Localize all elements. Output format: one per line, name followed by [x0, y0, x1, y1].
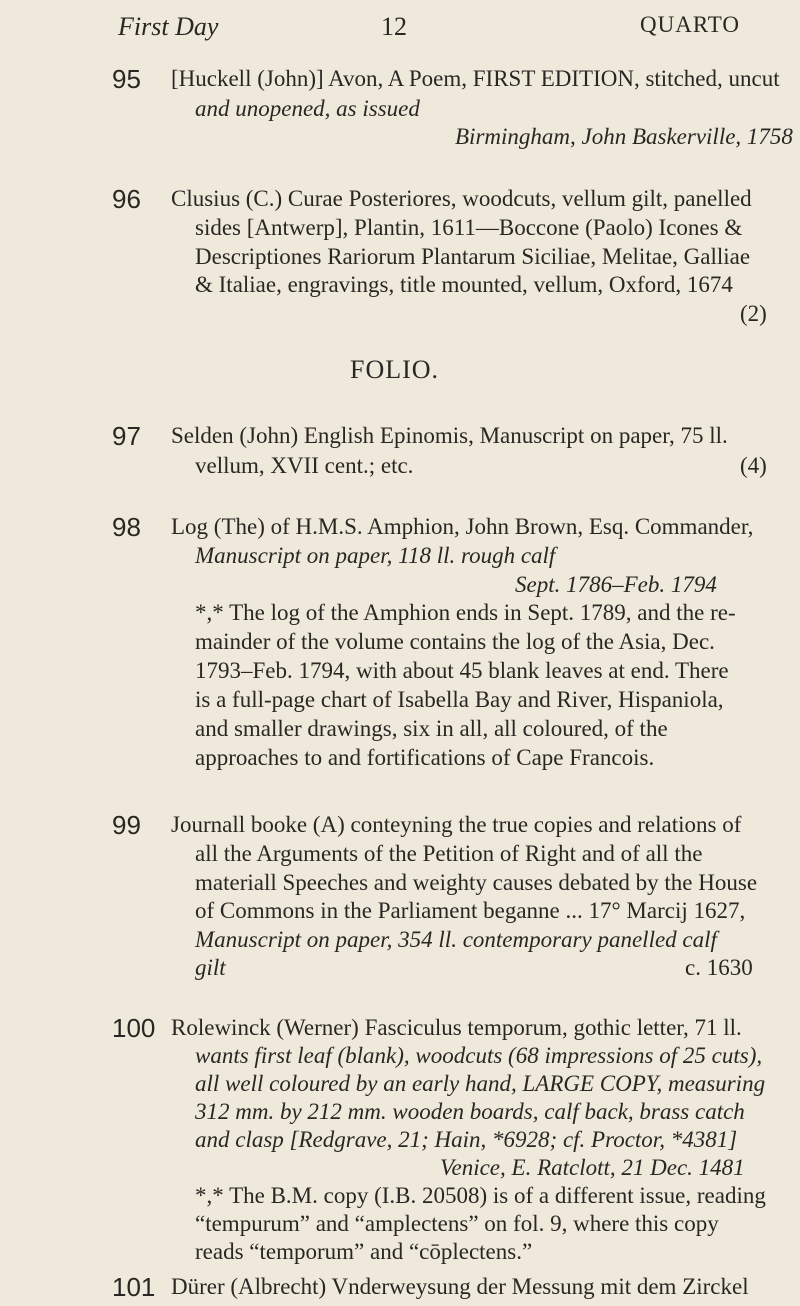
entry-line: Clusius (C.) Curae Posteriores, woodcuts, vellum gilt, panelled: [171, 186, 752, 211]
entry-line: Sept. 1786–Feb. 1794: [515, 572, 717, 597]
entry-line: sides [Antwerp], Plantin, 1611—Boccone (Paolo) Icones &: [195, 215, 743, 240]
lot-number: 96: [112, 184, 141, 214]
lot-number: 98: [112, 512, 141, 542]
entry-line: is a full-page chart of Isabella Bay and River, Hispaniola,: [195, 687, 724, 712]
entry-line: and unopened, as issued: [195, 96, 420, 121]
entry-line: and smaller drawings, six in all, all coloured, of the: [195, 716, 668, 741]
entry-line: & Italiae, engravings, title mounted, vellum, Oxford, 1674: [195, 272, 733, 297]
entry-line: Journall booke (A) conteyning the true copies and relations of: [171, 812, 742, 837]
lot-entry-101: [0, 1272, 800, 1306]
entry-line: Rolewinck (Werner) Fasciculus temporum, gothic letter, 71 ll.: [171, 1015, 742, 1040]
entry-line: wants first leaf (blank), woodcuts (68 impressions of 25 cuts),: [195, 1043, 763, 1068]
entry-line: Venice, E. Ratclott, 21 Dec. 1481: [440, 1155, 745, 1180]
entry-line: and clasp [Redgrave, 21; Hain, *6928; cf. Proctor, *4381]: [195, 1127, 738, 1152]
entry-line: *,* The log of the Amphion ends in Sept. 1789, and the re-: [195, 600, 736, 625]
entry-line: (4): [740, 453, 767, 478]
lot-number: 100: [112, 1013, 156, 1043]
entry-line: materiall Speeches and weighty causes debated by the House: [195, 870, 758, 895]
entry-line: “tempurum” and “amplectens” on fol. 9, where this copy: [195, 1211, 719, 1236]
entry-line: vellum, XVII cent.; etc.: [195, 453, 414, 478]
entry-line: Dürer (Albrecht) Vnderweysung der Messung mit dem Zirckel: [171, 1274, 749, 1299]
section-heading-folio: FOLIO.: [350, 355, 440, 384]
header-format: QUARTO: [640, 12, 741, 37]
lot-number: 99: [112, 810, 141, 840]
entry-line: all well coloured by an early hand, LARGE COPY, measuring: [195, 1071, 766, 1096]
entry-line: all the Arguments of the Petition of Right and of all the: [195, 841, 703, 866]
entry-line: gilt: [195, 955, 226, 980]
entry-line: Descriptiones Rariorum Plantarum Siciliae, Melitae, Galliae: [195, 244, 751, 269]
entry-line: [Huckell (John)] Avon, A Poem, FIRST EDITION, stitched, uncut: [171, 66, 780, 91]
lot-number: 101: [112, 1272, 156, 1302]
entry-line: (2): [740, 301, 767, 326]
entry-line: 1793–Feb. 1794, with about 45 blank leaves at end. There: [195, 658, 729, 683]
entry-line: mainder of the volume contains the log of the Asia, Dec.: [195, 629, 715, 654]
page-number: 12: [381, 12, 407, 41]
entry-line: c. 1630: [685, 955, 753, 980]
entry-line: Manuscript on paper, 354 ll. contemporary panelled calf: [195, 927, 717, 952]
entry-line: Log (The) of H.M.S. Amphion, John Brown, Esq. Commander,: [171, 514, 754, 539]
running-header: [0, 12, 800, 52]
header-day: First Day: [118, 12, 219, 41]
entry-line: 312 mm. by 212 mm. wooden boards, calf back, brass catch: [195, 1099, 745, 1124]
entry-line: *,* The B.M. copy (I.B. 20508) is of a different issue, reading: [195, 1183, 766, 1208]
entry-line: Selden (John) English Epinomis, Manuscript on paper, 75 ll.: [171, 423, 728, 448]
entry-line: reads “temporum” and “cōplectens.”: [195, 1239, 533, 1264]
lot-number: 95: [112, 64, 141, 94]
entry-line: of Commons in the Parliament beganne ... 17° Marcij 1627,: [195, 898, 746, 923]
entry-line: Birmingham, John Baskerville, 1758: [455, 124, 793, 149]
entry-line: approaches to and fortifications of Cape Francois.: [195, 745, 655, 770]
lot-number: 97: [112, 421, 141, 451]
entry-line: Manuscript on paper, 118 ll. rough calf: [195, 543, 556, 568]
